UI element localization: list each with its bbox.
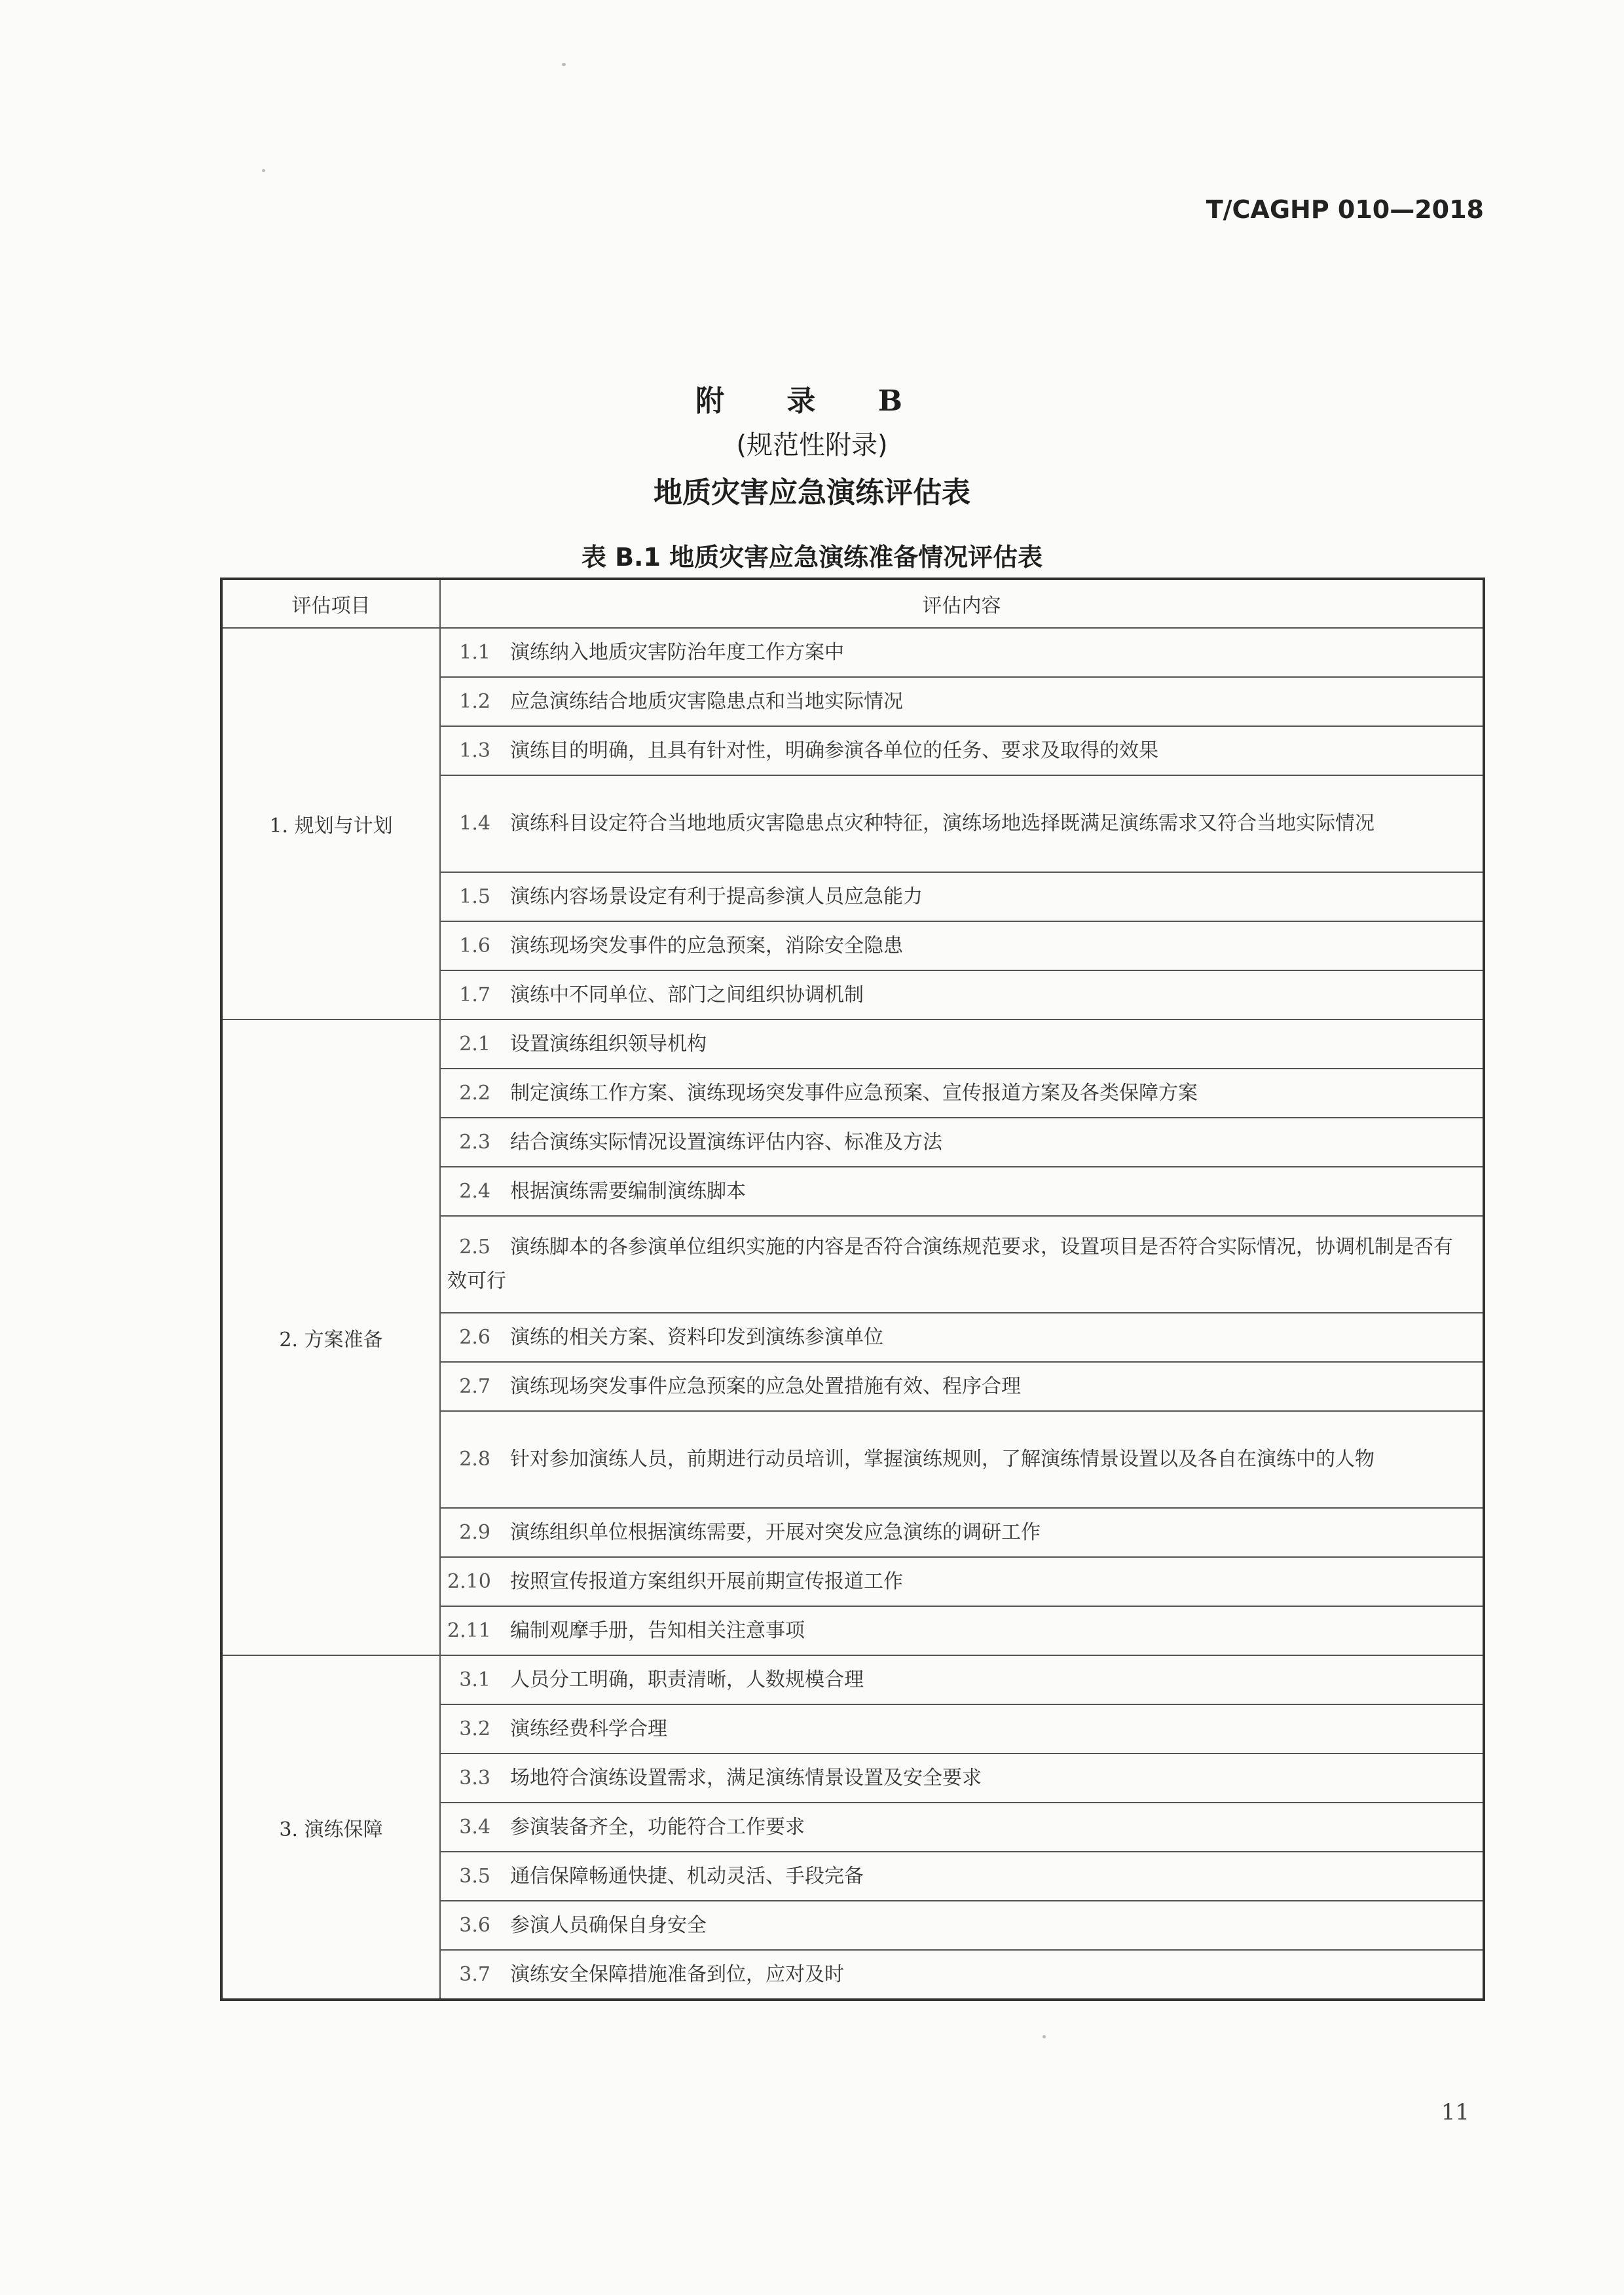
appendix-type: (规范性附录)	[736, 430, 888, 460]
item-number: 1.2	[459, 689, 490, 713]
item-text: 编制观摩手册，告知相关注意事项	[510, 1619, 805, 1642]
evaluation-content-cell	[440, 1019, 1484, 1069]
item-text: 演练脚本的各参演单位组织实施的内容是否符合演练规范要求，设置项目是否符合实际情况，协调机制是否有效可行	[447, 1236, 1453, 1293]
item-number: 3.5	[459, 1864, 490, 1888]
item-number: 3.6	[459, 1913, 490, 1937]
header-evaluation-item: 评估项目	[221, 579, 440, 628]
evaluation-content-cell	[440, 1901, 1484, 1950]
evaluation-content-cell	[440, 1852, 1484, 1901]
table-row	[221, 1655, 1484, 1704]
evaluation-table	[220, 578, 1485, 2001]
evaluation-content-cell	[440, 628, 1484, 677]
evaluation-content-cell	[440, 1362, 1484, 1411]
item-number: 1.3	[459, 739, 490, 762]
evaluation-content-cell	[440, 1606, 1484, 1655]
evaluation-content-cell	[440, 1803, 1484, 1852]
item-number: 3.7	[459, 1962, 490, 1986]
evaluation-content-cell	[440, 1216, 1484, 1313]
item-text: 制定演练工作方案、演练现场突发事件应急预案、宣传报道方案及各类保障方案	[510, 1081, 1198, 1105]
item-number: 1.5	[459, 885, 490, 908]
item-text: 演练现场突发事件的应急预案，消除安全隐患	[510, 934, 903, 957]
evaluation-content-cell	[440, 1118, 1484, 1167]
item-number: 3.2	[459, 1717, 490, 1740]
item-text: 参演人员确保自身安全	[510, 1913, 707, 1937]
evaluation-content-cell	[440, 1704, 1484, 1753]
item-number: 2.8	[459, 1448, 490, 1471]
table-row	[221, 628, 1484, 677]
item-number: 2.9	[459, 1520, 490, 1544]
evaluation-content-cell	[440, 921, 1484, 970]
item-number: 2.1	[459, 1032, 490, 1056]
item-text: 演练经费科学合理	[510, 1717, 667, 1740]
table-header-row	[221, 579, 1484, 628]
item-text: 演练内容场景设定有利于提高参演人员应急能力	[510, 885, 923, 908]
standard-code: T/CAGHP 010—2018	[1206, 195, 1484, 224]
item-number: 2.6	[459, 1325, 490, 1349]
item-number: 2.2	[459, 1081, 490, 1105]
evaluation-content-cell	[440, 1313, 1484, 1362]
evaluation-content-cell	[440, 1655, 1484, 1704]
scan-speck	[262, 169, 265, 172]
item-text: 演练安全保障措施准备到位，应对及时	[510, 1962, 844, 1986]
scan-speck	[1043, 2035, 1046, 2038]
item-number: 1.7	[459, 983, 490, 1006]
appendix-title: 地质灾害应急演练评估表	[654, 476, 970, 509]
scan-speck	[562, 63, 566, 66]
item-text: 人员分工明确，职责清晰，人数规模合理	[510, 1668, 864, 1691]
item-text: 针对参加演练人员，前期进行动员培训，掌握演练规则，了解演练情景设置以及各自在演练中的人物	[510, 1448, 1375, 1471]
item-number: 2.10	[447, 1570, 491, 1593]
item-text: 通信保障畅通快捷、机动灵活、手段完备	[510, 1864, 864, 1888]
item-text: 场地符合演练设置需求，满足演练情景设置及安全要求	[510, 1766, 982, 1790]
item-number: 2.11	[447, 1619, 491, 1642]
item-text: 按照宣传报道方案组织开展前期宣传报道工作	[510, 1570, 903, 1593]
item-number: 2.3	[459, 1130, 490, 1154]
item-number: 2.5	[459, 1236, 490, 1258]
item-text: 参演装备齐全，功能符合工作要求	[510, 1815, 805, 1839]
evaluation-item-cell: 3. 演练保障	[221, 1655, 440, 2000]
item-text: 结合演练实际情况设置演练评估内容、标准及方法	[510, 1130, 942, 1154]
evaluation-content-cell	[440, 726, 1484, 775]
item-number: 1.1	[459, 640, 490, 664]
evaluation-item-cell: 2. 方案准备	[221, 1019, 440, 1655]
item-text: 演练的相关方案、资料印发到演练参演单位	[510, 1325, 883, 1349]
evaluation-content-cell	[440, 1753, 1484, 1803]
item-text: 根据演练需要编制演练脚本	[510, 1179, 746, 1203]
evaluation-content-cell	[440, 1069, 1484, 1118]
evaluation-content-cell	[440, 1167, 1484, 1216]
evaluation-content-cell	[440, 775, 1484, 872]
item-text: 演练组织单位根据演练需要，开展对突发应急演练的调研工作	[510, 1520, 1041, 1544]
evaluation-content-cell	[440, 1557, 1484, 1606]
evaluation-content-cell	[440, 970, 1484, 1019]
item-number: 1.6	[459, 934, 490, 957]
evaluation-content-cell	[440, 1411, 1484, 1508]
item-text: 演练科目设定符合当地地质灾害隐患点灾种特征，演练场地选择既满足演练需求又符合当地实际情况	[510, 812, 1375, 835]
evaluation-item-cell: 1. 规划与计划	[221, 628, 440, 1019]
evaluation-content-cell	[440, 872, 1484, 921]
header-evaluation-content: 评估内容	[440, 579, 1484, 628]
item-number: 3.1	[459, 1668, 490, 1691]
item-text: 应急演练结合地质灾害隐患点和当地实际情况	[510, 689, 903, 713]
item-text: 演练中不同单位、部门之间组织协调机制	[510, 983, 864, 1006]
page-number: 11	[1441, 2099, 1469, 2125]
item-text: 演练现场突发事件应急预案的应急处置措施有效、程序合理	[510, 1374, 1021, 1398]
item-number: 1.4	[459, 812, 490, 835]
item-text: 演练目的明确，且具有针对性，明确参演各单位的任务、要求及取得的效果	[510, 739, 1158, 762]
item-number: 2.7	[459, 1374, 490, 1398]
item-text: 演练纳入地质灾害防治年度工作方案中	[510, 640, 844, 664]
appendix-label: 附 录 B	[695, 384, 929, 418]
evaluation-content-cell	[440, 677, 1484, 726]
evaluation-content-cell	[440, 1508, 1484, 1557]
table-caption: 表 B.1 地质灾害应急演练准备情况评估表	[581, 543, 1043, 572]
item-number: 3.3	[459, 1766, 490, 1790]
evaluation-content-cell	[440, 1950, 1484, 2000]
item-text: 设置演练组织领导机构	[510, 1032, 707, 1056]
item-number: 3.4	[459, 1815, 490, 1839]
item-number: 2.4	[459, 1179, 490, 1203]
table-row	[221, 1019, 1484, 1069]
